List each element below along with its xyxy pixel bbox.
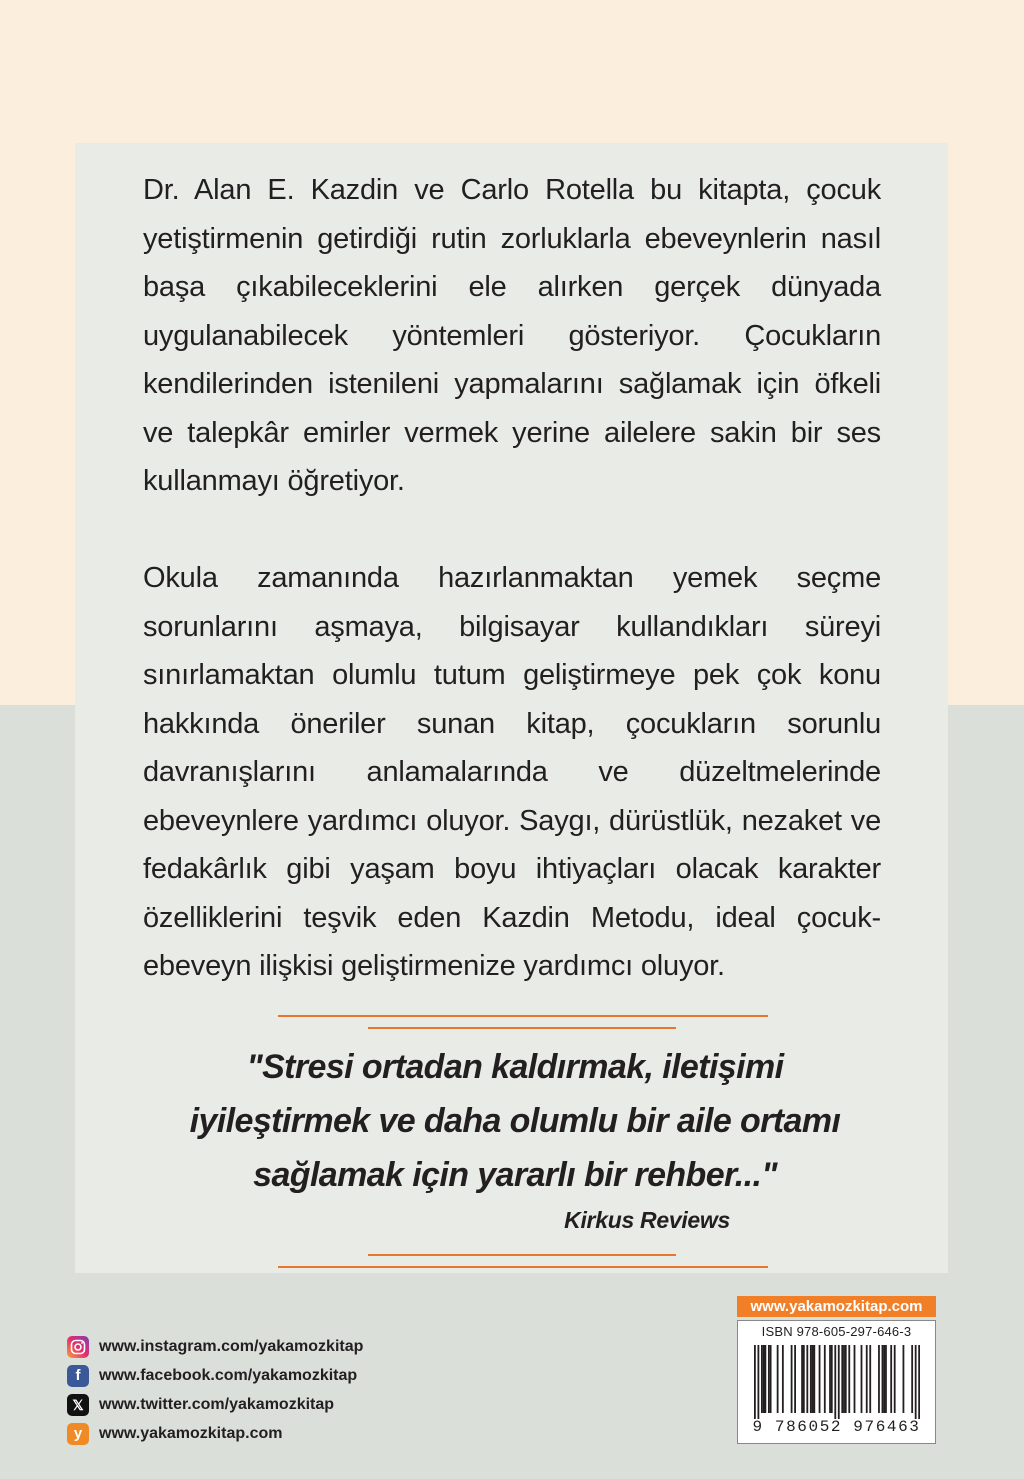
barcode-bar: [824, 1345, 826, 1413]
barcode-bar: [890, 1345, 892, 1413]
barcode-bar: [843, 1345, 845, 1413]
quote-attribution: Kirkus Reviews: [564, 1207, 730, 1233]
barcode-bar: [918, 1345, 920, 1419]
barcode-bar: [763, 1345, 765, 1413]
x-twitter-icon: 𝕏: [67, 1394, 89, 1416]
review-quote: [175, 1040, 855, 1202]
barcode-bar: [882, 1345, 884, 1413]
barcode-bar: [761, 1345, 763, 1413]
barcode-bar: [803, 1345, 805, 1413]
barcode-bar: [764, 1345, 766, 1413]
barcode-bar: [806, 1345, 808, 1413]
facebook-icon: f: [67, 1365, 89, 1387]
barcode-bar: [829, 1345, 831, 1413]
social-links: [67, 1332, 363, 1448]
yakamoz-logo-icon: y: [67, 1423, 89, 1445]
isbn-barcode-box: [737, 1320, 936, 1444]
barcode-bar: [854, 1345, 856, 1413]
social-link-facebook[interactable]: [67, 1361, 363, 1390]
barcode-bar: [838, 1345, 840, 1419]
barcode-bar: [861, 1345, 863, 1413]
barcode-bars: [754, 1345, 920, 1419]
review-quote-line: iyileştirmek ve daha olumlu bir aile ortamı: [189, 1102, 841, 1140]
isbn-label: ISBN 978-605-297-646-3: [761, 1324, 912, 1339]
barcode-bar: [848, 1345, 850, 1413]
barcode-bar: [812, 1345, 814, 1413]
website-url[interactable]: www.yakamozkitap.com: [99, 1424, 283, 1442]
social-link-twitter[interactable]: [67, 1390, 363, 1419]
orange-divider-bottom-long: [278, 1266, 768, 1268]
barcode-bar: [782, 1345, 784, 1413]
orange-divider-bottom-short: [368, 1254, 676, 1256]
orange-divider-top-long: [278, 1015, 768, 1017]
barcode-digits: 9 786052 976463: [752, 1418, 921, 1436]
barcode-bar: [903, 1345, 905, 1413]
social-link-instagram[interactable]: [67, 1332, 363, 1361]
orange-divider-top-short: [368, 1027, 676, 1029]
barcode-bar: [801, 1345, 803, 1413]
barcode-bar: [869, 1345, 871, 1413]
description-paragraph-1: Dr. Alan E. Kazdin ve Carlo Rotella bu kitapta, çocuk yetiştirmenin getirdiği rutin zorluklarla ebeveynlerin nasıl başa çıkabileceklerini ele alırken gerçek dünyada uygulanabilecek yöntemleri gösteriyor. Çocukların kendilerinden istenileni yapmalarını sağlamak için öfkeli ve talepkâr emirler vermek yerine ailelere sakin bir ses kullanmayı öğretiyor.: [143, 174, 881, 497]
review-quote-line: "Stresi ortadan kaldırmak, iletişimi: [246, 1048, 784, 1086]
instagram-url[interactable]: www.instagram.com/yakamozkitap: [99, 1337, 364, 1355]
barcode-bar: [841, 1345, 843, 1413]
barcode-bar: [757, 1345, 759, 1419]
barcode-bar: [777, 1345, 779, 1413]
publisher-website-banner[interactable]: www.yakamozkitap.com: [737, 1296, 936, 1317]
barcode-bar: [915, 1345, 917, 1419]
review-quote-line: sağlamak için yararlı bir rehber...": [253, 1156, 777, 1194]
barcode-bar: [810, 1345, 812, 1413]
barcode-bar: [791, 1345, 793, 1413]
twitter-url[interactable]: www.twitter.com/yakamozkitap: [99, 1395, 335, 1413]
barcode-bar: [813, 1345, 815, 1413]
barcode-bar: [819, 1345, 821, 1413]
barcode-bar: [878, 1345, 880, 1413]
barcode-bar: [883, 1345, 885, 1413]
description-paragraph-2: Okula zamanında hazırlanmaktan yemek seçme sorunlarını aşmaya, bilgisayar kullandıkları süreyi sınırlamaktan olumlu tutum geliştirmeye pek çok konu hakkında öneriler sunan kitap, çocukların sorunlu davranışlarını anlamalarında ve düzeltmelerinde ebeveynlere yardımcı oluyor. Saygı, dürüstlük, nezaket ve fedakârlık gibi yaşam boyu ihtiyaçları olacak karakter özelliklerini teşvik eden Kazdin Metodu, ideal çocuk-ebeveyn ilişkisi geliştirmenize yardımcı oluyor.: [143, 562, 881, 982]
barcode-bar: [894, 1345, 896, 1413]
barcode-bar: [866, 1345, 868, 1413]
barcode-bar: [768, 1345, 770, 1413]
barcode-bar: [834, 1345, 836, 1419]
barcode-bar: [911, 1345, 913, 1413]
facebook-url[interactable]: www.facebook.com/yakamozkitap: [99, 1366, 358, 1384]
barcode-bar: [831, 1345, 833, 1413]
barcode-bar: [754, 1345, 756, 1419]
barcode-bar: [845, 1345, 847, 1413]
barcode-bar: [885, 1345, 887, 1413]
instagram-icon: [67, 1336, 89, 1358]
social-link-website[interactable]: [67, 1419, 363, 1448]
barcode-bar: [770, 1345, 772, 1413]
barcode-bar: [794, 1345, 796, 1413]
